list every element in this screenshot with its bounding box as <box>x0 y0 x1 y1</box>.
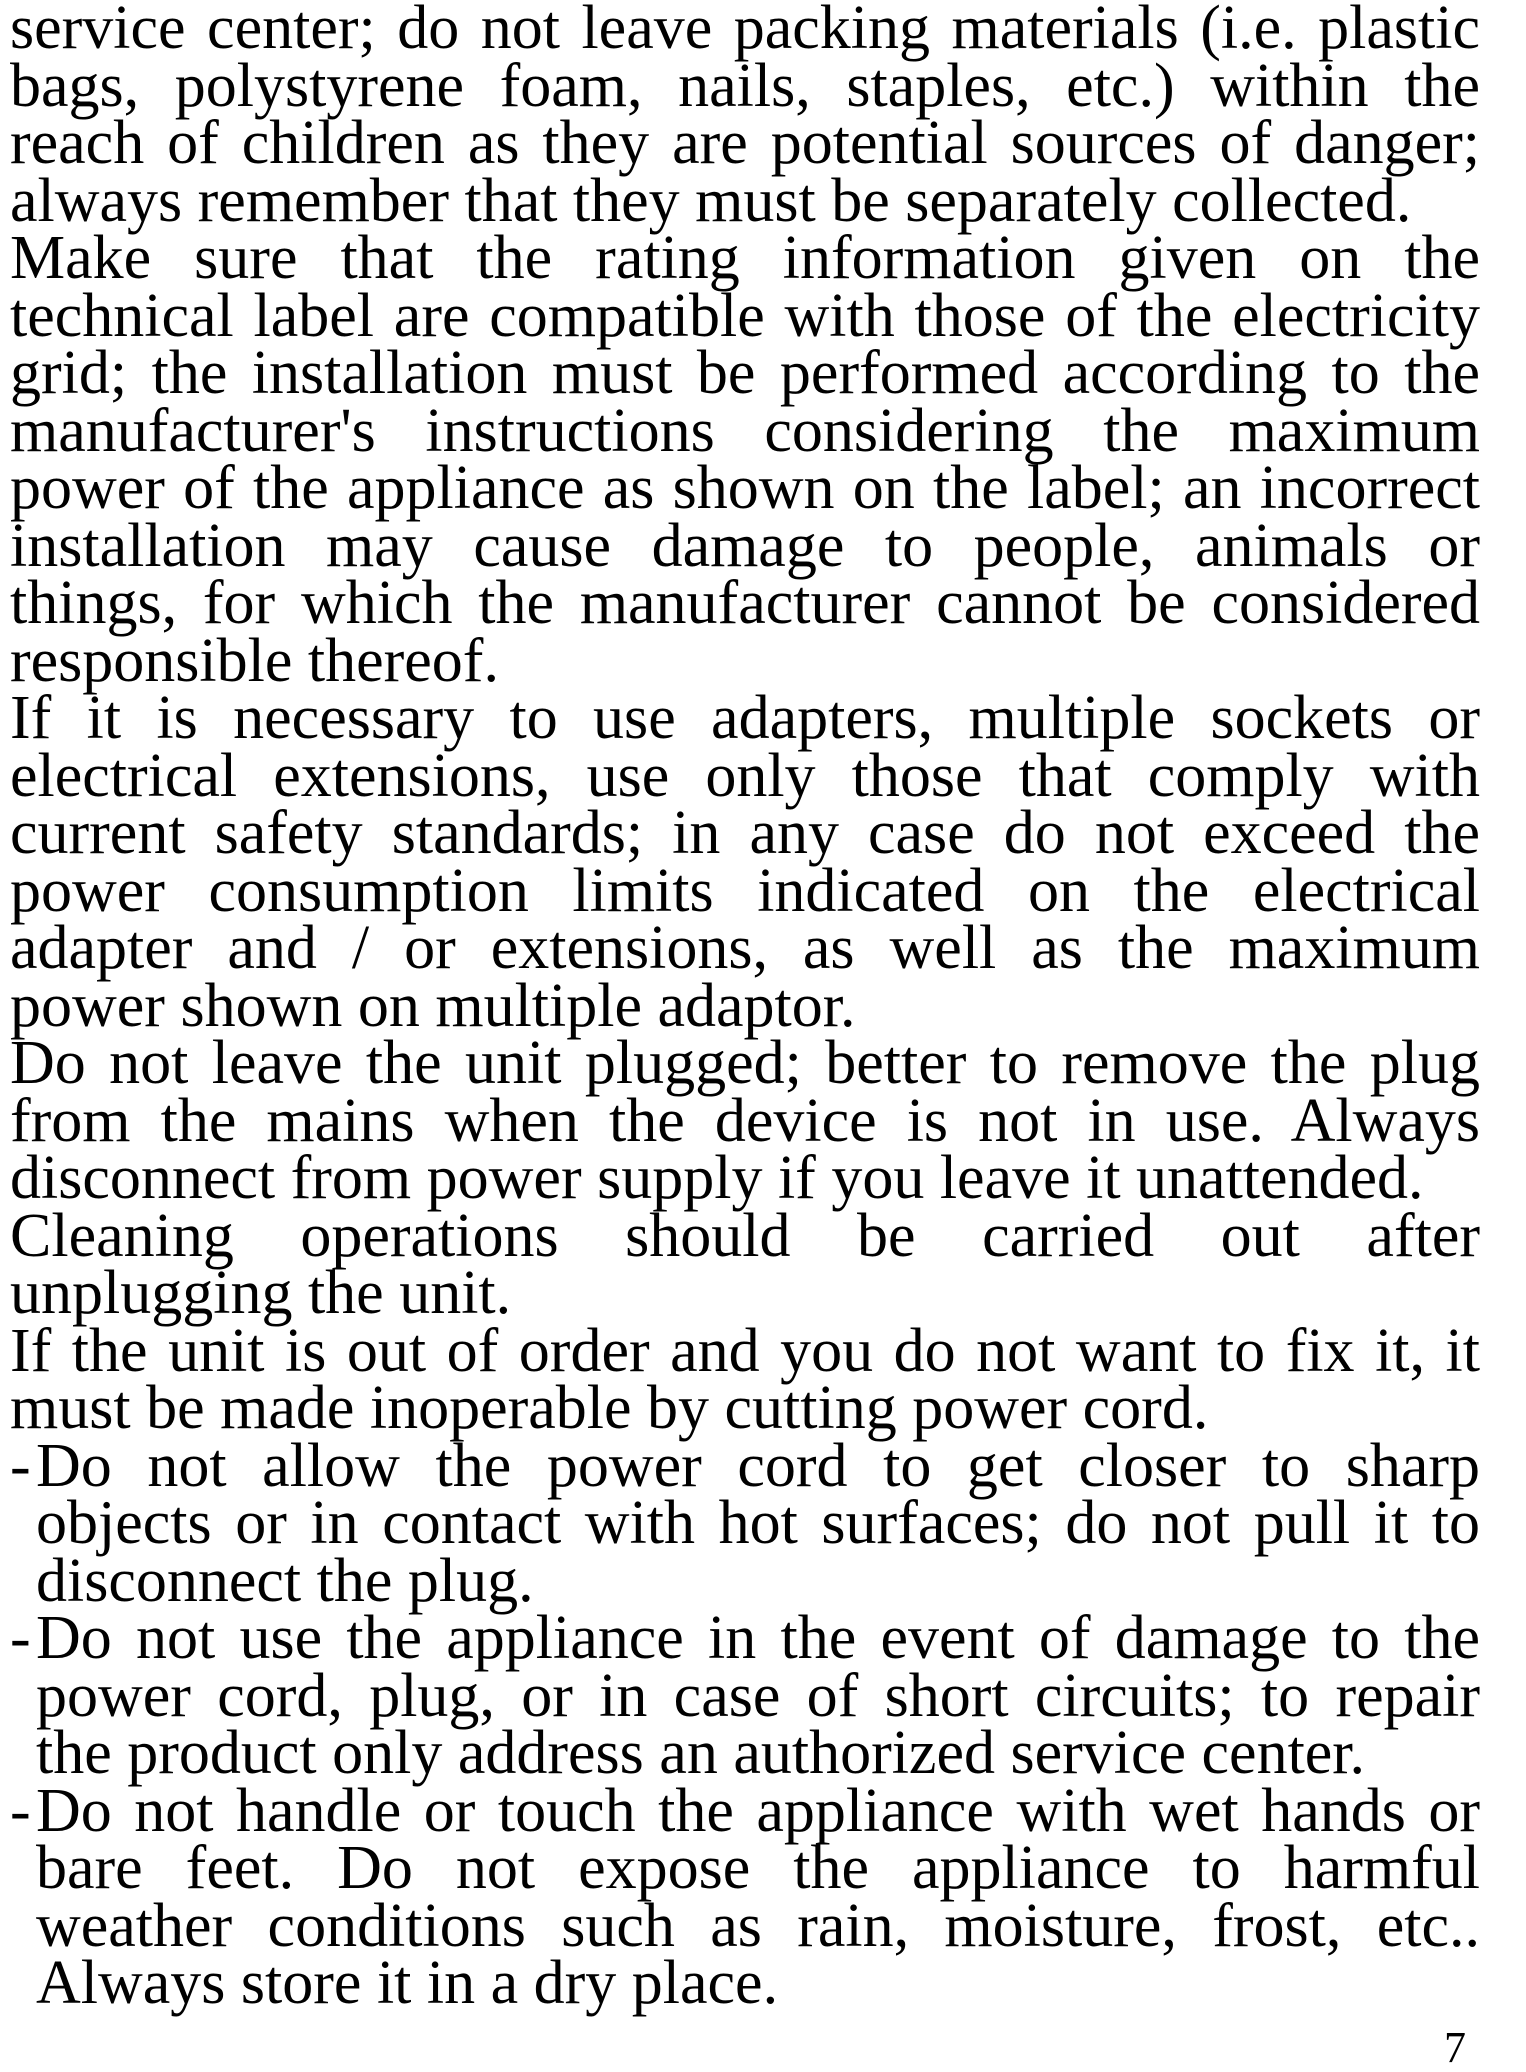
text-line: disconnect from power supply if you leave it unattended. <box>10 1144 1424 1212</box>
text-line: must be made inoperable by cutting power cord. <box>10 1374 1209 1442</box>
text-line: current safety standards; in any case do not exceed the <box>10 799 1480 867</box>
text-line: unplugging the unit. <box>10 1259 512 1327</box>
bullet-list <box>10 1431 1480 2017</box>
text-line: Cleaning operations should be carried out after <box>10 1201 1480 1270</box>
bullet-text: power cord, plug, or in case of short circuits; to repair <box>36 1661 1480 1730</box>
bullet-text: disconnect the plug. <box>36 1546 534 1615</box>
text-line: power shown on multiple adaptor. <box>10 971 856 1040</box>
text-line: adapter and / or extensions, as well as the maximum <box>10 914 1480 982</box>
text-line: reach of children as they are potential sources of danger; <box>10 109 1480 177</box>
text-line: power consumption limits indicated on the electrical <box>10 856 1480 925</box>
list-item <box>10 1431 1480 1615</box>
text-line: manufacturer's instructions considering the maximum <box>10 396 1480 465</box>
text-line: bags, polystyrene foam, nails, staples, etc.) within the <box>10 51 1480 120</box>
list-item <box>10 1604 1480 1787</box>
bullet-text: objects or in contact with hot surfaces; do not pull it to <box>36 1489 1480 1557</box>
text-line: things, for which the manufacturer cannot be considered <box>10 569 1480 637</box>
bullet-text: weather conditions such as rain, moisture, frost, etc.. <box>36 1891 1480 1960</box>
body-text <box>10 0 1480 1442</box>
text-line: responsible thereof. <box>10 626 499 695</box>
text-line: electrical extensions, use only those that comply with <box>10 741 1480 810</box>
bullet-dash: - <box>10 1604 31 1672</box>
bullet-text: the product only address an authorized service center. <box>36 1719 1366 1787</box>
list-item <box>10 1776 1480 2017</box>
bullet-text: Do not use the appliance in the event of damage to the <box>36 1604 1480 1672</box>
bullet-text: bare feet. Do not expose the appliance to harmful <box>36 1834 1480 1902</box>
text-line: Do not leave the unit plugged; better to remove the plug <box>10 1029 1480 1097</box>
text-line: power of the appliance as shown on the label; an incorrect <box>10 454 1480 522</box>
bullet-first-line <box>10 1776 1480 1845</box>
bullet-text: Always store it in a dry place. <box>36 1949 779 2017</box>
text-line: installation may cause damage to people, animals or <box>10 511 1480 580</box>
manual-page <box>10 0 1480 2017</box>
text-line: If the unit is out of order and you do not want to fix it, it <box>10 1316 1480 1385</box>
text-line: grid; the installation must be performed according to the <box>10 339 1480 407</box>
bullet-dash: - <box>10 1431 31 1500</box>
bullet-dash: - <box>10 1776 31 1845</box>
text-line: Make sure that the rating information given on the <box>10 224 1480 292</box>
text-line: service center; do not leave packing materials (i.e. plastic <box>10 0 1480 62</box>
bullet-first-line <box>10 1431 1480 1500</box>
text-line: from the mains when the device is not in use. Always <box>10 1086 1480 1155</box>
bullet-text: Do not handle or touch the appliance with wet hands or <box>36 1776 1480 1845</box>
bullet-first-line <box>10 1604 1480 1672</box>
bullet-text: Do not allow the power cord to get closer to sharp <box>36 1431 1480 1500</box>
page-number: 7 <box>1444 2023 1466 2072</box>
text-line: If it is necessary to use adapters, multiple sockets or <box>10 684 1480 752</box>
text-line: always remember that they must be separately collected. <box>10 166 1412 235</box>
text-line: technical label are compatible with those of the electricity <box>10 281 1480 350</box>
